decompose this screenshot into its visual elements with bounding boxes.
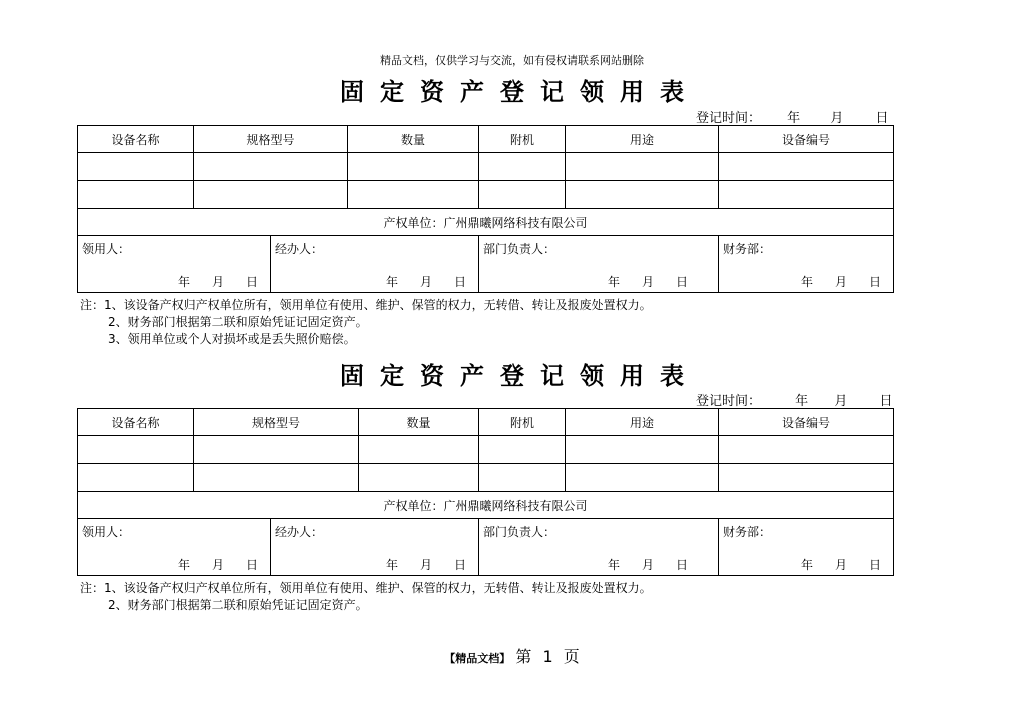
form2-reg-year: 年 [795,394,809,409]
form1-title: 固定资产登记领用表 [340,78,700,106]
date-day: 日 [245,275,258,289]
date-year: 年 [385,558,398,572]
form1-cell-purpose[interactable] [566,181,719,209]
form2-cell-equipment-name[interactable] [78,436,194,464]
date-year: 年 [800,275,813,289]
form2-notes [80,580,652,614]
form2-sign-handler[interactable] [271,519,479,576]
date-month: 月 [211,558,224,572]
form2-table [77,408,894,576]
date-day: 日 [869,275,882,289]
form1-col-model: 规格型号 [194,126,348,153]
form1-col-accessory: 附机 [479,126,566,153]
form1-cell-accessory[interactable] [479,153,566,181]
form1-sign-finance[interactable] [719,236,894,293]
header-note: 精品文档，仅供学习与交流，如有侵权请联系网站删除 [380,54,644,67]
date-day: 日 [869,558,882,572]
date-year: 年 [607,558,620,572]
table-row [78,181,894,209]
form2-col-equipment-number: 设备编号 [719,409,894,436]
form2-col-quantity: 数量 [359,409,479,436]
form2-cell-accessory[interactable] [479,464,566,492]
form1-header-row [78,126,894,153]
form2-registration-date [696,390,892,409]
form2-col-equipment-name: 设备名称 [78,409,194,436]
form1-cell-model[interactable] [194,153,348,181]
form2-cell-purpose[interactable] [566,464,719,492]
form2-header-row [78,409,894,436]
date-year: 年 [177,275,190,289]
date-day: 日 [676,558,689,572]
form1-col-purpose: 用途 [566,126,719,153]
form2-reg-day: 日 [879,394,893,409]
date-month: 月 [211,275,224,289]
form2-sign-finance-label: 财务部： [723,525,772,539]
form2-cell-purpose[interactable] [566,436,719,464]
date-month: 月 [641,275,654,289]
table-row [78,464,894,492]
date-day: 日 [454,558,467,572]
form1-property-unit: 产权单位：广州鼎曦网络科技有限公司 [78,209,894,236]
form1-sign-recipient[interactable] [78,236,271,293]
form2-sign-handler-label: 经办人： [275,525,324,539]
form1-sign-handler[interactable] [271,236,479,293]
form2-unit-row [78,492,894,519]
form1-cell-quantity[interactable] [348,181,479,209]
form1-note-1: 注：1、该设备产权归产权单位所有，领用单位有使用、维护、保管的权力，无转借、转让及报废处置权力。 [80,298,652,312]
form1-col-equipment-number: 设备编号 [719,126,894,153]
form1-cell-equipment-name[interactable] [78,181,194,209]
footer-page-suffix: 页 [563,647,580,666]
form1-reg-day: 日 [875,111,889,126]
date-year: 年 [800,558,813,572]
form1-signature-row [78,236,894,293]
footer-doc-label: 【精品文档】 [444,652,511,665]
form2-sign-dept-head-label: 部门负责人： [483,525,556,539]
form1-cell-quantity[interactable] [348,153,479,181]
date-year: 年 [385,275,398,289]
date-month: 月 [834,558,847,572]
form1-cell-equipment-number[interactable] [719,153,894,181]
form2-sign-dept-head-date [608,556,688,573]
form2-col-purpose: 用途 [566,409,719,436]
form1-cell-equipment-number[interactable] [719,181,894,209]
form2-col-model: 规格型号 [194,409,359,436]
form2-cell-model[interactable] [194,464,359,492]
form1-notes [80,297,652,348]
form2-cell-equipment-number[interactable] [719,464,894,492]
form2-sign-finance-date [801,556,881,573]
table-row [78,436,894,464]
date-day: 日 [676,275,689,289]
footer-page-number: 1 [542,647,553,666]
date-year: 年 [177,558,190,572]
date-month: 月 [641,558,654,572]
form2-reg-label: 登记时间： [696,394,762,409]
form1-table [77,125,894,293]
date-day: 日 [245,558,258,572]
form1-sign-dept-head[interactable] [479,236,719,293]
form1-reg-label: 登记时间： [696,111,762,126]
form1-col-quantity: 数量 [348,126,479,153]
form2-property-unit: 产权单位：广州鼎曦网络科技有限公司 [78,492,894,519]
form1-sign-dept-head-date [608,273,688,290]
form2-reg-month: 月 [834,394,848,409]
form2-note-1: 注：1、该设备产权归产权单位所有，领用单位有使用、维护、保管的权力，无转借、转让及报废处置权力。 [80,581,652,595]
form1-sign-handler-label: 经办人： [275,242,324,256]
date-month: 月 [419,558,432,572]
form2-cell-quantity[interactable] [359,436,479,464]
form2-note-2: 2、财务部门根据第二联和原始凭证记固定资产。 [108,598,368,612]
form2-col-accessory: 附机 [479,409,566,436]
form2-sign-recipient[interactable] [78,519,271,576]
form1-cell-equipment-name[interactable] [78,153,194,181]
form2-sign-recipient-label: 领用人： [82,525,131,539]
page-footer [0,644,1024,667]
form2-cell-accessory[interactable] [479,436,566,464]
form1-sign-handler-date [386,273,466,290]
form2-title: 固定资产登记领用表 [340,362,700,390]
form1-sign-recipient-label: 领用人： [82,242,131,256]
date-day: 日 [454,275,467,289]
form1-reg-year: 年 [787,111,801,126]
form1-cell-purpose[interactable] [566,153,719,181]
form1-note-2: 2、财务部门根据第二联和原始凭证记固定资产。 [108,315,368,329]
form1-registration-date [696,107,888,126]
form1-note-3: 3、领用单位或个人对损坏或是丢失照价赔偿。 [108,332,356,346]
form1-sign-finance-date [801,273,881,290]
form1-unit-row [78,209,894,236]
form2-signature-row [78,519,894,576]
date-month: 月 [419,275,432,289]
form2-cell-equipment-number[interactable] [719,436,894,464]
form2-cell-model[interactable] [194,436,359,464]
form2-sign-finance[interactable] [719,519,894,576]
footer-page-prefix: 第 [515,647,532,666]
form1-col-equipment-name: 设备名称 [78,126,194,153]
form1-sign-finance-label: 财务部： [723,242,772,256]
form2-sign-recipient-date [178,556,258,573]
date-month: 月 [834,275,847,289]
form1-sign-recipient-date [178,273,258,290]
form1-sign-dept-head-label: 部门负责人： [483,242,556,256]
form2-cell-quantity[interactable] [359,464,479,492]
form1-reg-month: 月 [830,111,844,126]
table-row [78,153,894,181]
date-year: 年 [607,275,620,289]
form1-cell-model[interactable] [194,181,348,209]
form2-sign-handler-date [386,556,466,573]
form2-cell-equipment-name[interactable] [78,464,194,492]
form1-cell-accessory[interactable] [479,181,566,209]
form2-sign-dept-head[interactable] [479,519,719,576]
